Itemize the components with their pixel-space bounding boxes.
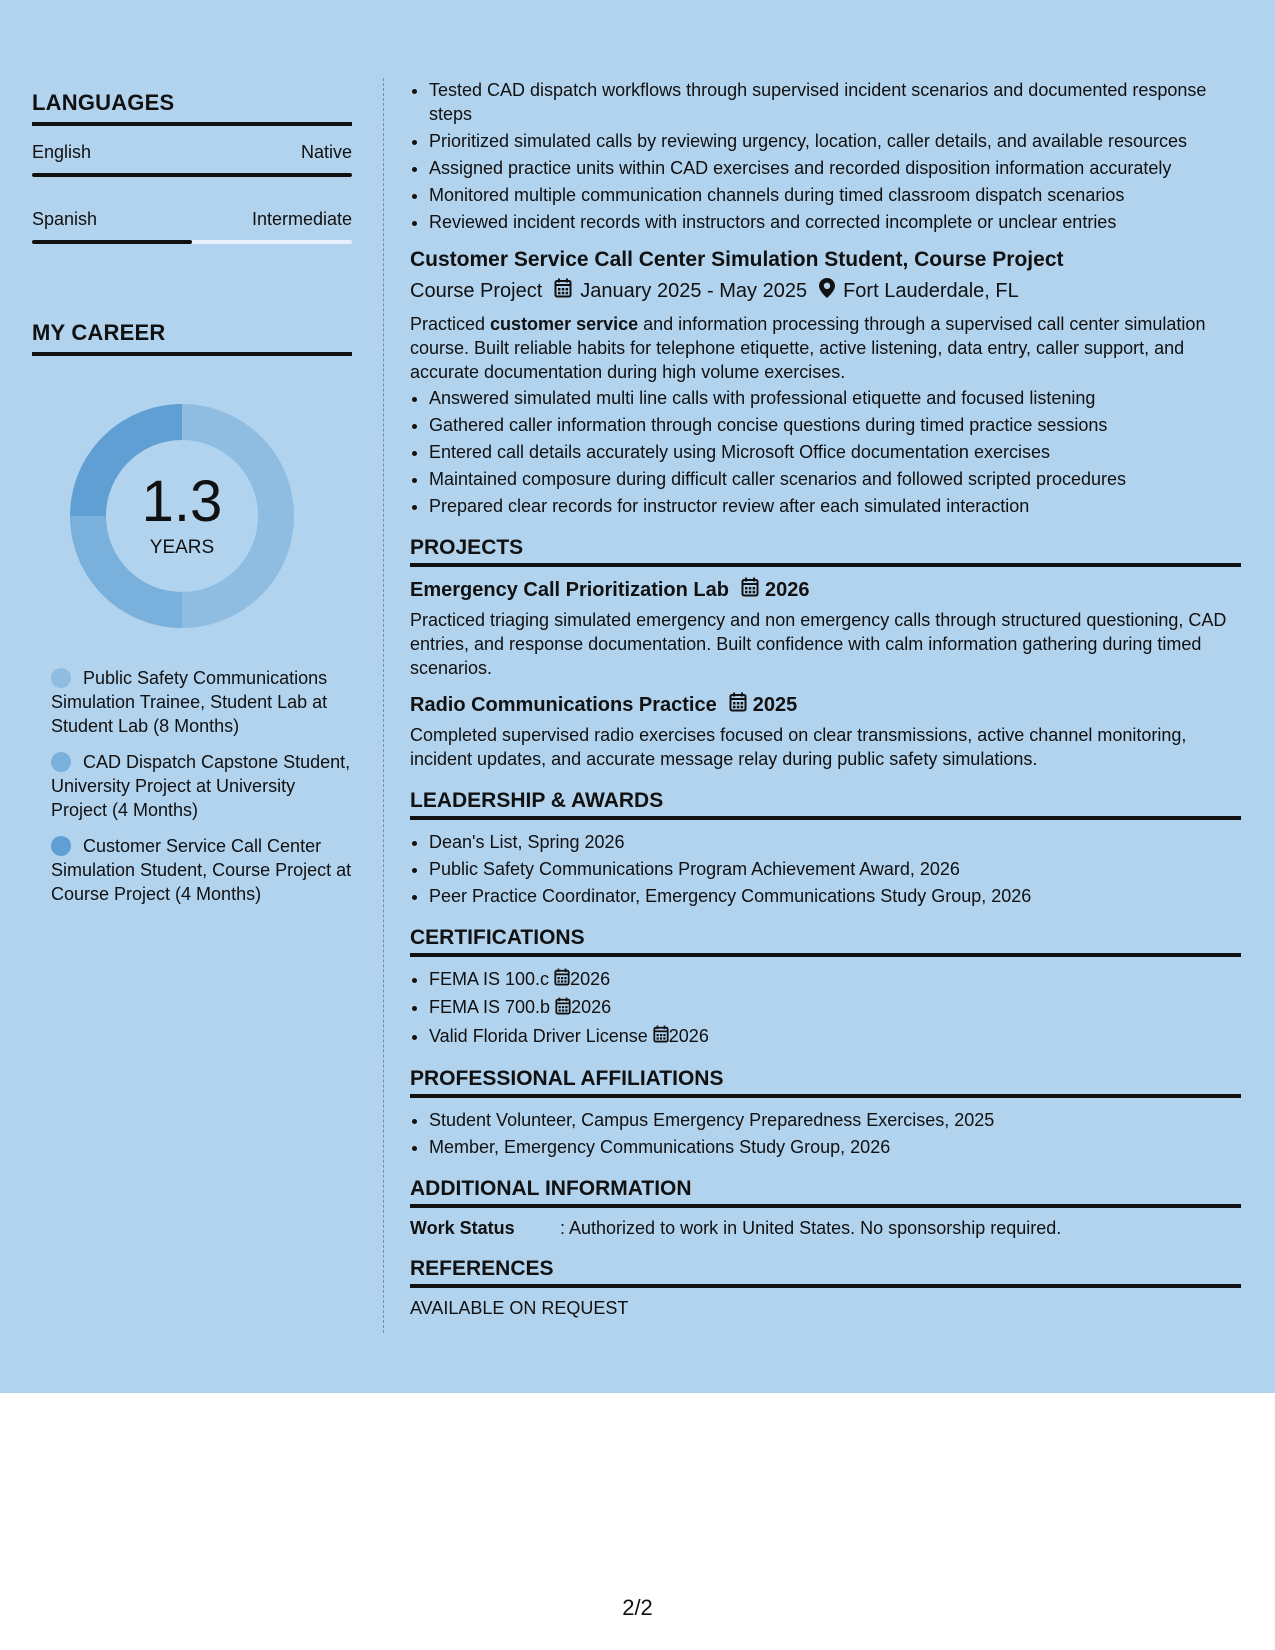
project-title (410, 692, 1241, 718)
job-title: Customer Service Call Center Simulation Student, Course Project (410, 248, 1064, 271)
list-item: • Gathered caller information through concise questions during timed practice sessions (429, 413, 1241, 437)
list-item: • Prioritized simulated calls by reviewing urgency, location, caller details, and available resources (429, 129, 1241, 153)
legend-dot (51, 668, 71, 688)
list-item: • Entered call details accurately using Microsoft Office documentation exercises (429, 440, 1241, 464)
list-item: • Member, Emergency Communications Study Group, 2026 (429, 1135, 1241, 1159)
cert-year: 2026 (571, 997, 612, 1018)
list-item (429, 1024, 1241, 1049)
list-item: • Tested CAD dispatch workflows through supervised incident scenarios and documented response steps (429, 78, 1241, 126)
calendar-icon (653, 1025, 669, 1049)
certifications-list (410, 967, 1241, 1049)
experience-bullets-continued (410, 78, 1241, 234)
language-proficiency-fill (32, 173, 352, 177)
job-bullets (410, 386, 1241, 518)
map-pin-icon (819, 278, 835, 304)
column-divider (383, 78, 384, 1333)
list-item (429, 995, 1241, 1020)
career-legend-label: CAD Dispatch Capstone Student, University Project at University Project (4 Months) (51, 752, 351, 820)
job-description-keyword: customer service (490, 314, 639, 334)
career-legend (32, 666, 352, 906)
project-year: 2025 (752, 693, 798, 716)
calendar-icon (554, 278, 572, 304)
career-donut-chart (66, 400, 298, 632)
project-name: Emergency Call Prioritization Lab (410, 578, 729, 601)
calendar-icon (554, 968, 570, 992)
career-legend-item (51, 750, 352, 822)
career-legend-item (51, 834, 352, 906)
language-name: English (32, 142, 92, 162)
legend-dot (51, 752, 71, 772)
page-number: 2/2 (622, 1595, 653, 1620)
main-column (410, 78, 1241, 1319)
language-level: Native (300, 142, 352, 162)
list-item: • Assigned practice units within CAD exercises and recorded disposition information accurately (429, 156, 1241, 180)
references-heading: REFERENCES (410, 1257, 1241, 1288)
list-item: • Monitored multiple communication channels during timed classroom dispatch scenarios (429, 183, 1241, 207)
calendar-icon (729, 692, 747, 718)
list-item: • Prepared clear records for instructor review after each simulated interaction (429, 494, 1241, 518)
list-item: • Public Safety Communications Program Achievement Award, 2026 (429, 857, 1241, 881)
language-item-english (32, 142, 352, 177)
job-description (410, 312, 1241, 384)
job-org: Course Project (410, 279, 543, 302)
list-item: • Reviewed incident records with instructors and corrected incomplete or unclear entries (429, 210, 1241, 234)
calendar-icon (741, 577, 759, 603)
cert-year: 2026 (570, 969, 611, 989)
additional-info-heading: ADDITIONAL INFORMATION (410, 1177, 1241, 1208)
languages-heading: LANGUAGES (32, 90, 352, 126)
work-status-value: : Authorized to work in United States. No sponsorship required. (560, 1217, 1062, 1238)
list-item: • Maintained composure during difficult caller scenarios and followed scripted procedures (429, 467, 1241, 491)
project-year: 2026 (764, 578, 810, 601)
projects-heading: PROJECTS (410, 536, 1241, 567)
language-item-spanish (32, 209, 352, 244)
work-status-label: Work Status (410, 1217, 515, 1238)
references-text: AVAILABLE ON REQUEST (410, 1297, 629, 1318)
affiliations-list (410, 1108, 1241, 1159)
language-proficiency-bar (32, 240, 352, 244)
career-legend-item (51, 666, 352, 738)
job-location: Fort Lauderdale, FL (843, 279, 1019, 302)
affiliations-heading: PROFESSIONAL AFFILIATIONS (410, 1067, 1241, 1098)
job-description-text: Practiced (410, 314, 491, 334)
language-name: Spanish (32, 209, 98, 229)
language-proficiency-fill (32, 240, 192, 244)
career-legend-label: Customer Service Call Center Simulation Student, Course Project at Course Project (4 Months) (51, 836, 352, 904)
career-heading: MY CAREER (32, 320, 352, 356)
language-level: Intermediate (251, 209, 352, 229)
project-name: Radio Communications Practice (410, 693, 717, 716)
cert-name: FEMA IS 700.b (429, 997, 551, 1018)
list-item: • Dean's List, Spring 2026 (429, 830, 1241, 854)
project-title (410, 577, 1241, 603)
leadership-list (410, 830, 1241, 908)
project-description: Practiced triaging simulated emergency and non emergency calls through structured questioning, CAD entries, and response documentation. Built confidence with calm information gathering during timed scenarios. (410, 610, 1227, 678)
list-item: • Answered simulated multi line calls with professional etiquette and focused listening (429, 386, 1241, 410)
list-item: • Student Volunteer, Campus Emergency Preparedness Exercises, 2025 (429, 1108, 1241, 1132)
job-meta (410, 278, 1241, 304)
job-dates: January 2025 - May 2025 (580, 279, 808, 302)
career-legend-label: Public Safety Communications Simulation Trainee, Student Lab at Student Lab (8 Months) (51, 668, 328, 736)
language-proficiency-bar (32, 173, 352, 177)
certifications-heading: CERTIFICATIONS (410, 926, 1241, 957)
cert-name: Valid Florida Driver License (429, 1025, 648, 1046)
calendar-icon (555, 997, 571, 1021)
career-total-unit: YEARS (149, 537, 215, 558)
list-item (429, 967, 1241, 992)
legend-dot (51, 836, 71, 856)
project-description: Completed supervised radio exercises focused on clear transmissions, active channel monitoring, incident updates, and accurate message relay during public safety simulations. (410, 725, 1187, 769)
cert-name: FEMA IS 100.c (429, 969, 550, 989)
sidebar (32, 90, 352, 918)
leadership-heading: LEADERSHIP & AWARDS (410, 789, 1241, 820)
job-description-text: and information processing through a supervised call center simulation course. Built reliable habits for telephone etiquette, active listening, data entry, caller support, and accurate documentation during high volume exercises. (410, 314, 1206, 382)
cert-year: 2026 (668, 1025, 709, 1046)
work-status-row (410, 1218, 1241, 1239)
career-total-years: 1.3 (141, 469, 223, 534)
list-item: • Peer Practice Coordinator, Emergency Communications Study Group, 2026 (429, 884, 1241, 908)
